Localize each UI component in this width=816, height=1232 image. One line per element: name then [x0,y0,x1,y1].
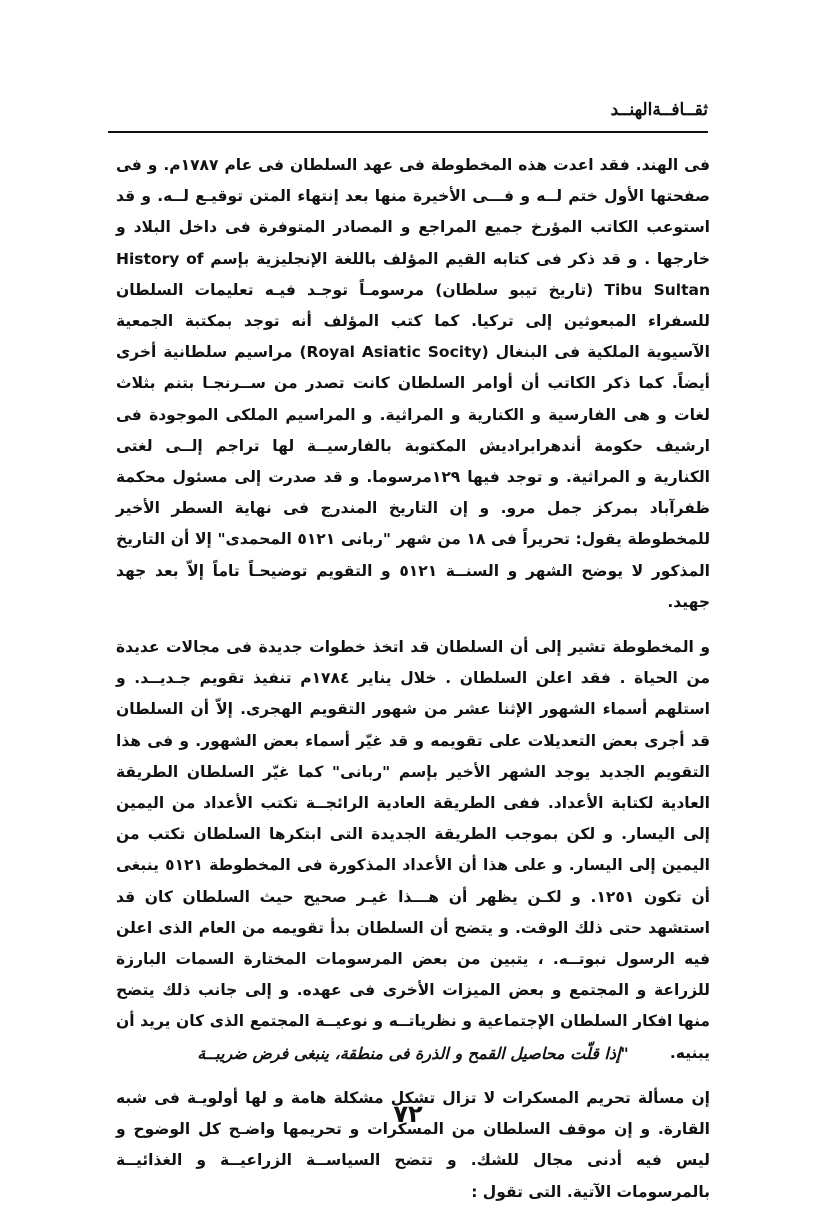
running-head-title: ثقــافــةالهنــد [610,100,708,120]
paragraph-1: فى الهند. فقد اعدت هذه المخطوطة فى عهد السلطان فى عام ١٧٨٧م. و فى صفحتها الأول ختم لــه و فـــى الأخيرة منها بعد إنتهاء المتن توقيـع لــه. و قد استوعب الكاتب المؤرخ جميع المراجع و المصادر المتوفرة فى داخل البلاد و خارجها . و قد ذكر فى كتابه القيم المؤلف باللغة الإنجليزية بإسم History of Tibu Sultan (تاريخ تيبو سلطان) مرسومـاً توجـد فيـه تعليمات السلطان للسفراء المبعوثين إلى تركيا. كما كتب المؤلف أنه توجد بمكتبة الجمعية الآسيوية الملكية فى البنغال (Royal Asiatic Socity) مراسيم سلطانية أخرى أيضاً. كما ذكر الكاتب أن أوامر السلطان كانت تصدر من ســرنجـا بتنم بثلاث لغات و هى الفارسية و الكنارية و المراثية. و المراسيم الملكى الموجودة فى ارشيف حكومة أندهرابراديش المكتوبة بالفارسيــة لها تراجم إلــى لغتى الكنارية و المراثية. و توجد فيها ١٢٩مرسوما. و قد صدرت إلى مسئول محكمة ظفرآباد بمركز جمل مرو. و إن التاريخ المندرج فى نهاية السطر الأخير للمخطوطة يقول: تحريراً فى ١٨ من شهر "ربانى ٥١٢١ المحمدى" إلا أن التاريخ المذكور لا يوضح الشهر و السنــة ٥١٢١ و التقويم توضيحـاً تاماً إلاّ بعد جهد جهيد. [116,156,711,611]
paragraph-3: إن مسألة تحريم المسكرات لا تزال تشكل مشكلة هامة و لها أولويـة فى شبه القارة. و إن موقف السلطان من المسكرات و تحريمها واضـح كل الوضوح و ليس فيه أدنى مجال للشك. و تتضح السياســة الزراعيــة و الغذائيــة بالمرسومات الآتية. التى تقول : [116,1088,710,1201]
header-divider [108,131,708,133]
paragraph-2: و المخطوطة تشير إلى أن السلطان قد اتخذ خطوات جديدة فى مجالات عديدة من الحياة . فقد اعلن السلطان . خلال يناير ١٧٨٤م تنفيذ تقويم جـديــد. و استلهم أسماء الشهور الإثنا عشر من شهور التقويم الهجرى. إلاّ أن السلطان قد أجرى بعض التعديلات على تقويمه و قد غيّر أسماء بعض الشهور. و فى هذا التقويم الجديد يوجد الشهر الأخير بإسم "ربانى" كما غيّر السلطان الطريقة العادية لكتابة الأعداد. ففى الطريقة العادية الرائجــة تكتب الأعداد من اليمين إلى اليسار. و لكن بموجب الطريقة الجديدة التى ابتكرها السلطان تكتب من اليمين إلى اليسار. و على هذا أن الأعداد المذكورة فى المخطوطة ٥١٢١ ينبغى أن تكون ١٢٥١. و لكـن يظهر أن هـــذا غيـر صحيح حيث السلطان كان قد استشهد حتى ذلك الوقت. و يتضح أن السلطان بدأ تقويمه من العام الذى اعلن فيه الرسول نبوتــه. ، يتبين من بعض المرسومات المختارة السمات البارزة للزراعة و المجتمع و بعض الميزات الأخرى فى عهده. و إلى جانب ذلك يتضح منها افكار السلطان الإجتماعية و نظرياتــه و نوعيــة المجتمع الذى كان يريد أن يبنيه. [116,638,710,1062]
quoted-decree: "إذا قلّت محاصيل القمح و الذرة فى منطقة، ينبغى فرض ضريبــة [197,1044,629,1063]
page-number: ٧٢ [393,1100,423,1128]
